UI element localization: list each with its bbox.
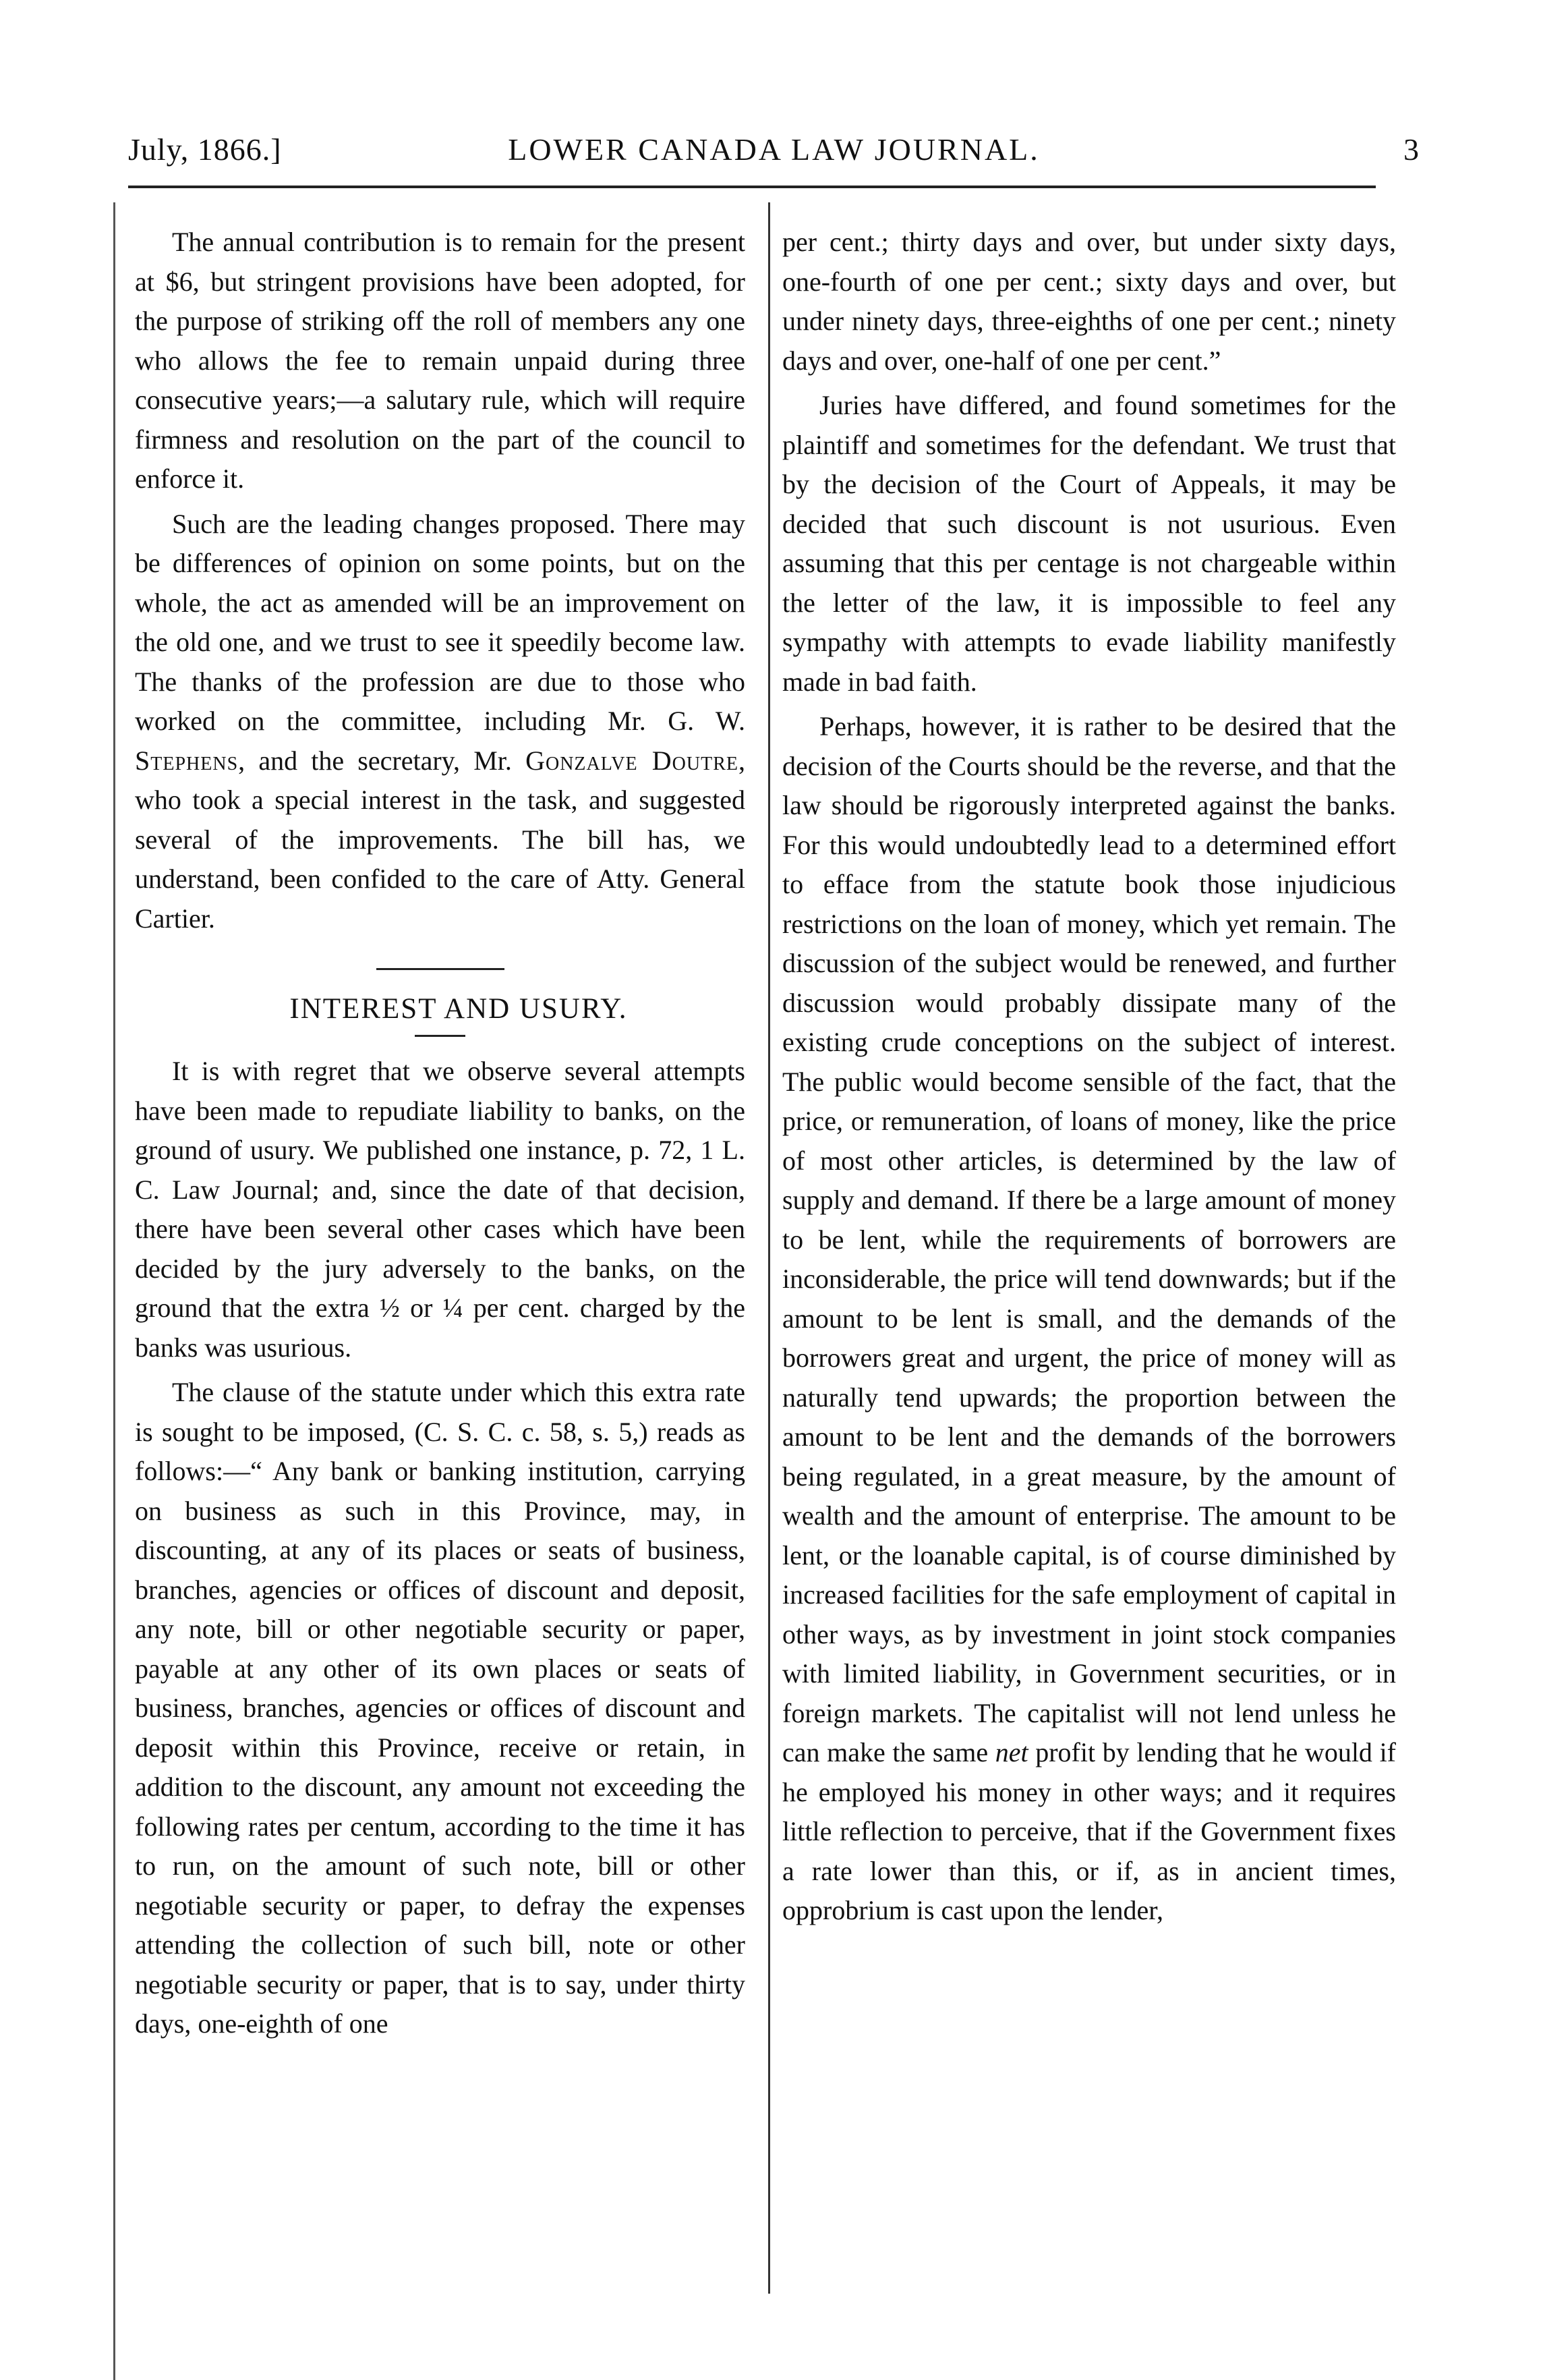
section-heading: INTEREST AND USURY. [289,993,628,1025]
paragraph-perhaps-text-b: profit by lending that he would if he employed his money in other ways; and it requires little reflection to perceive, that if the Government fixes a rate lower than this, or if, as in ancient times, opprobrium is cast upon the lender, [782,1737,1396,1925]
paragraph-rates-continued: per cent.; thirty days and over, but under sixty days, one-fourth of one per cent.; sixty days and over, but under ninety days, three-eighths of one per cent.; ninety days and over, one-half of one per cent.” [782,227,1396,376]
heading-underline [415,1035,465,1037]
paragraph-changes-text-c: , who took a special interest in the task, and suggested several of the improvements. The bill has, we understand, been confided to the care of Atty. General Cartier. [135,745,745,934]
journal-title: LOWER CANADA LAW JOURNAL. [508,132,1040,167]
running-header [128,132,1420,179]
paragraph-changes-text-b: , and the secretary, Mr. [238,745,526,776]
header-date: July, 1866.] [128,132,282,167]
paragraph-changes [135,505,745,939]
paragraph-perhaps-text-a: Perhaps, however, it is rather to be desired that the decision of the Courts should be the reverse, and that the law should be rigorously interpreted against the banks. For this would undoubtedly lead to a determined effort to efface from the statute book those injudicious restrictions on the loan of money, which yet remain. The discussion of the subject would be renewed, and further discussion would probably dissipate many of the existing crude conceptions on the subject of interest. The public would become sensible of the fact, that the price, or remuneration, of loans of money, like the price of most other articles, is determined by the law of supply and demand. If there be a large amount of money to be lent, while the requirements of borrowers are inconsiderable, the price will tend downwards; but if the amount to be lent is small, and the demands of the borrowers great and urgent, the price of money will as naturally tend upwards; the proportion between the amount to be lent and the demands of the borrowers being regulated, in a great measure, by the amount of wealth and the amount of enterprise. The amount to be lent, or the loanable capital, is of course diminished by increased facilities for the safe employment of capital in other ways, as by investment in joint stock companies with limited liability, in Government securities, or in foreign markets. The capitalist will not lend unless he can make the same [782,711,1396,1767]
left-column [135,223,745,2044]
paragraph-perhaps [782,707,1396,1931]
right-column [782,223,1396,1931]
name-stephens: Stephens [135,745,239,776]
paragraph-juries: Juries have differed, and found sometimes for the plaintiff and sometimes for the defendant. We trust that by the decision of the Court of Appeals, it may be decided that such discount is not usurious. Even assuming that this per centage is not chargeable within the letter of the law, it is impossible to feel any sympathy with attempts to evade liability manifestly made in bad faith. [782,390,1396,697]
name-doutre: Gonzalve Doutre [525,745,738,776]
paragraph-contribution: The annual contribution is to remain for the present at $6, but stringent provisions have been adopted, for the purpose of striking off the roll of members any one who allows the fee to remain unpaid during three consecutive years;—a salutary rule, which will require firmness and resolution on the part of the council to enforce it. [135,227,745,494]
paragraph-usury-intro: It is with regret that we observe several attempts have been made to repudiate liability to banks, on the ground of usury. We published one instance, p. 72, 1 L. C. Law Journal; and, since the date of that decision, there have been several other cases which have been decided by the jury adversely to the banks, on the ground that the extra ½ or ¼ per cent. charged by the banks was usurious. [135,1056,745,1363]
page-number: 3 [1403,132,1420,167]
section-separator [376,968,504,970]
header-rule [128,186,1376,188]
column-divider [768,202,770,2294]
emphasis-net: net [995,1737,1028,1767]
page-edge-line [113,202,115,2380]
paragraph-statute-clause: The clause of the statute under which this extra rate is sought to be imposed, (C. S. C. c. 58, s. 5,) reads as follows:—“ Any bank or banking institution, carrying on business as such in this Province, may, in discounting, at any of its places or seats of business, branches, agencies or offices of discount and deposit, any note, bill or other negotiable security or paper, payable at any other of its own places or seats of business, branches, agencies or offices of discount and deposit within this Province, receive or retain, in addition to the discount, any amount not exceeding the following rates per centum, according to the time it has to run, on the amount of such note, bill or other negotiable security or paper, to defray the expenses attending the collection of such bill, note or other negotiable security or paper, that is to say, under thirty days, one-eighth of one [135,1377,745,2039]
paragraph-changes-text-a: Such are the leading changes proposed. There may be differences of opinion on some points, but on the whole, the act as amended will be an improvement on the old one, and we trust to see it speedily become law. The thanks of the profession are due to those who worked on the committee, including Mr. G. W. [135,508,745,736]
